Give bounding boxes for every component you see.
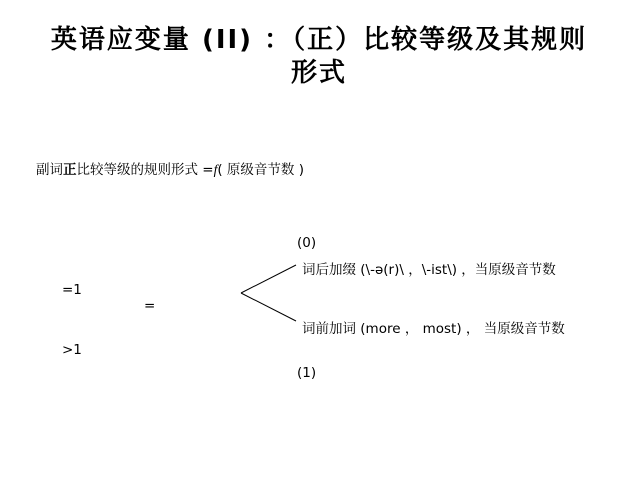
subtitle-function: f: [213, 162, 218, 177]
equals-sign: =: [144, 298, 156, 314]
slide-subtitle: [36, 162, 304, 178]
subtitle-middle: 比较等级的规则形式 =: [76, 162, 214, 178]
branch-top-text: 词后加缀 (\-ə(r)\ ，\-ist\) ，当原级音节数: [302, 262, 556, 278]
condition-two: >1: [62, 342, 82, 358]
branch-bottom-text: 词前加词 (more ， most) ， 当原级音节数: [302, 321, 565, 337]
branch-line-upper: [241, 265, 296, 293]
branch-line-lower: [241, 293, 296, 321]
branch-top-label: (0): [297, 235, 317, 251]
branch-lines: [238, 262, 300, 326]
subtitle-bold: 正: [63, 162, 77, 178]
slide-title: 英语应变量 (II) ：（正）比较等级及其规则形式: [50, 25, 588, 88]
branch-bottom-label: (1): [297, 365, 317, 381]
subtitle-suffix: ( 原级音节数 ): [217, 162, 304, 178]
subtitle-prefix: 副词: [36, 162, 63, 178]
condition-one: =1: [62, 282, 82, 298]
